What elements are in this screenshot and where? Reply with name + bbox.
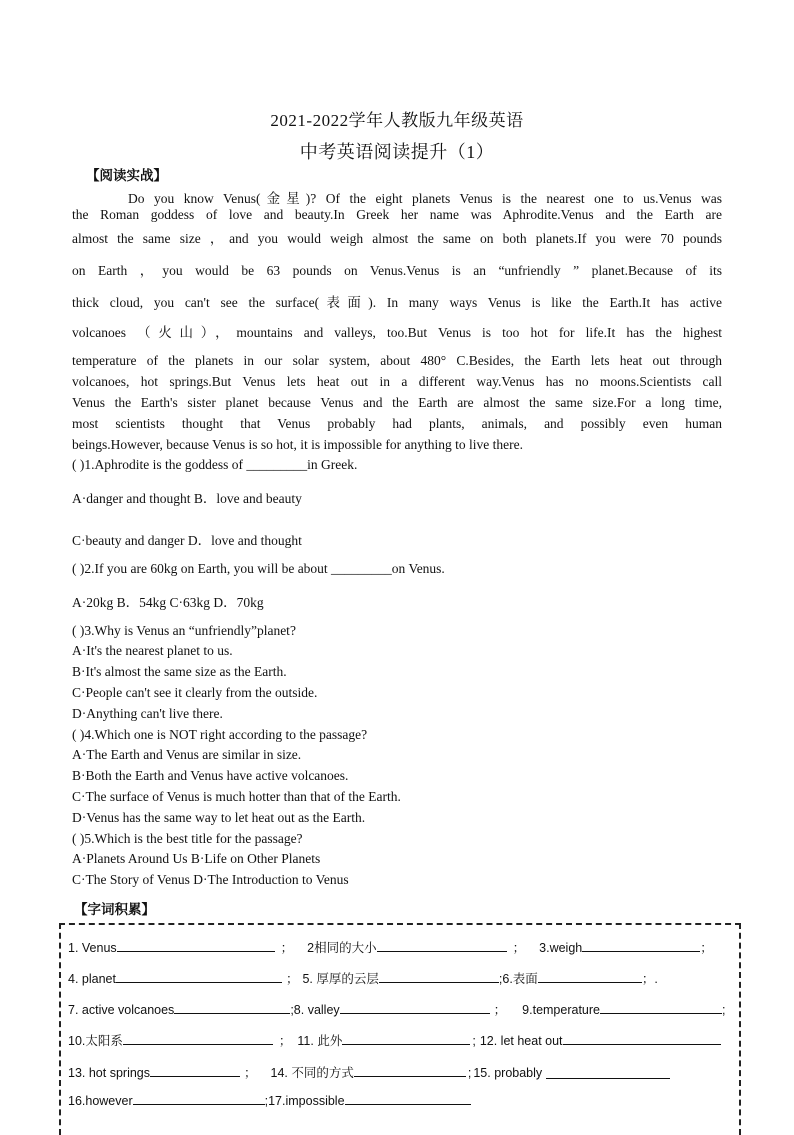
passage-line: almost the same size ，and you would weigh almost the same on both planets.If you were 70 pounds: [72, 231, 722, 246]
vocab-label: 5. 厚厚的云层: [302, 972, 379, 986]
vocab-label: 3.weigh: [539, 941, 583, 955]
question-5-options-ab: A·Planets Around Us B·Life on Other Planets: [72, 851, 321, 866]
answer-blank[interactable]: [174, 1001, 290, 1014]
question-1-options-ab: A·danger and thought B．love and beauty: [72, 491, 302, 506]
passage-line: volcanoes, hot springs.But Venus lets heat out in a different way.Venus has no moons.Scientists call: [72, 374, 722, 389]
vocab-row: [68, 1000, 725, 1018]
vocab-separator: ；: [493, 1003, 507, 1017]
passage-line: beings.However, because Venus is so hot, it is impossible for anything to live there.: [72, 437, 524, 452]
question-5-options-cd: C·The Story of Venus D·The Introduction to Venus: [72, 872, 349, 887]
page-title: 2021-2022学年人教版九年级英语: [270, 111, 524, 130]
vocab-separator: ；: [278, 1034, 292, 1048]
question-1: ( )1.Aphrodite is the goddess of _________in Greek.: [72, 457, 358, 472]
vocab-label: 8. valley: [293, 1003, 340, 1017]
vocab-label: 17.impossible: [268, 1094, 345, 1108]
vocab-separator: ;: [472, 1034, 476, 1048]
answer-blank[interactable]: [340, 1001, 490, 1014]
reading-section-label: 【阅读实战】: [86, 168, 167, 183]
vocab-label: 12. let heat out: [479, 1034, 563, 1048]
vocab-row: [68, 1063, 670, 1081]
passage-line: Do you know Venus(金星)? Of the eight planets Venus is the nearest one to us.Venus was: [128, 191, 722, 206]
vocab-label: 11. 此外: [297, 1034, 343, 1048]
question-3-option-a: A·It's the nearest planet to us.: [72, 643, 233, 658]
answer-blank[interactable]: [342, 1032, 470, 1045]
vocab-label: 16.however: [68, 1094, 133, 1108]
vocab-separator: ;: [290, 1003, 294, 1017]
question-5: ( )5.Which is the best title for the passage?: [72, 831, 303, 846]
vocab-label: 1. Venus: [68, 941, 117, 955]
passage-line: Venus the Earth's sister planet because Venus and the Earth are almost the same size.For a long time,: [72, 395, 722, 410]
question-4: ( )4.Which one is NOT right according to the passage?: [72, 727, 368, 742]
vocab-separator: ；: [700, 941, 713, 955]
answer-blank[interactable]: [377, 939, 507, 952]
passage-line: thick cloud, you can't see the surface(表面). In many ways Venus is like the Earth.It has active: [72, 295, 722, 310]
vocab-separator: ;: [264, 1094, 269, 1108]
vocab-label: 13. hot springs: [68, 1066, 150, 1080]
passage-line: temperature of the planets in our solar system, about 480° C.Besides, the Earth lets heat out through: [72, 353, 722, 368]
question-3: ( )3.Why is Venus an “unfriendly”planet?: [72, 623, 296, 638]
vocab-row: [68, 1031, 721, 1049]
answer-blank[interactable]: [538, 970, 642, 983]
passage-line: on Earth ，you would be 63 pounds on Venus.Venus is an “unfriendly ” planet.Because of its: [72, 263, 722, 278]
question-4-option-d: D·Venus has the same way to let heat out as the Earth.: [72, 810, 366, 825]
vocab-separator: ;: [722, 1003, 726, 1017]
answer-blank[interactable]: [379, 970, 499, 983]
question-1-options-cd: C·beauty and danger D．love and thought: [72, 533, 302, 548]
page-subtitle: 中考英语阅读提升（1）: [299, 142, 495, 162]
answer-blank[interactable]: [116, 970, 282, 983]
question-2: ( )2.If you are 60kg on Earth, you will be about _________on Venus.: [72, 561, 445, 576]
passage-line: most scientists thought that Venus probably had plants, animals, and possibly even human: [72, 416, 722, 431]
vocab-separator: ；: [512, 941, 526, 955]
answer-blank[interactable]: [563, 1032, 721, 1045]
vocab-row: [68, 938, 713, 956]
answer-blank[interactable]: [117, 939, 275, 952]
answer-blank[interactable]: [582, 939, 700, 952]
vocab-label: 15. probably: [473, 1066, 543, 1080]
vocab-label: 4. planet: [68, 972, 116, 986]
question-4-option-c: C·The surface of Venus is much hotter than that of the Earth.: [72, 789, 401, 804]
answer-blank[interactable]: [354, 1064, 466, 1077]
question-4-option-a: A·The Earth and Venus are similar in size.: [72, 747, 302, 762]
vocab-label: 6.表面: [502, 972, 538, 986]
vocab-separator: ；: [280, 941, 294, 955]
vocab-separator: ；.: [641, 972, 658, 986]
answer-blank[interactable]: [133, 1092, 265, 1105]
question-3-option-c: C·People can't see it clearly from the outside.: [72, 685, 318, 700]
vocab-separator: ;: [467, 1066, 472, 1080]
answer-blank[interactable]: [345, 1092, 471, 1105]
vocab-label: 7. active volcanoes: [68, 1003, 175, 1017]
question-2-options: A·20kg B．54kg C·63kg D．70kg: [72, 595, 264, 610]
question-3-option-b: B·It's almost the same size as the Earth.: [72, 664, 287, 679]
passage-line: volcanoes （火山），mountains and valleys, too.But Venus is too hot for life.It has the highest: [72, 325, 722, 340]
answer-blank[interactable]: [600, 1001, 722, 1014]
question-4-option-b: B·Both the Earth and Venus have active volcanoes.: [72, 768, 349, 783]
vocab-separator: ；: [285, 972, 299, 986]
vocab-label: 9.temperature: [522, 1003, 600, 1017]
answer-blank[interactable]: [123, 1032, 273, 1045]
passage-line: the Roman goddess of love and beauty.In Greek her name was Aphrodite.Venus and the Earth are: [72, 207, 722, 222]
vocab-row: [68, 1092, 471, 1108]
vocab-label: 2相同的大小: [307, 941, 377, 955]
vocab-separator: ;: [498, 972, 503, 986]
vocab-separator: ；: [244, 1066, 257, 1080]
question-3-option-d: D·Anything can't live there.: [72, 706, 223, 721]
answer-blank[interactable]: [150, 1064, 240, 1077]
vocab-section-label: 【字词积累】: [74, 902, 155, 917]
vocab-label: 14. 不同的方式: [270, 1066, 354, 1080]
vocab-row: [68, 969, 658, 987]
answer-blank[interactable]: [546, 1066, 670, 1079]
vocab-label: 10.太阳系: [68, 1034, 123, 1048]
